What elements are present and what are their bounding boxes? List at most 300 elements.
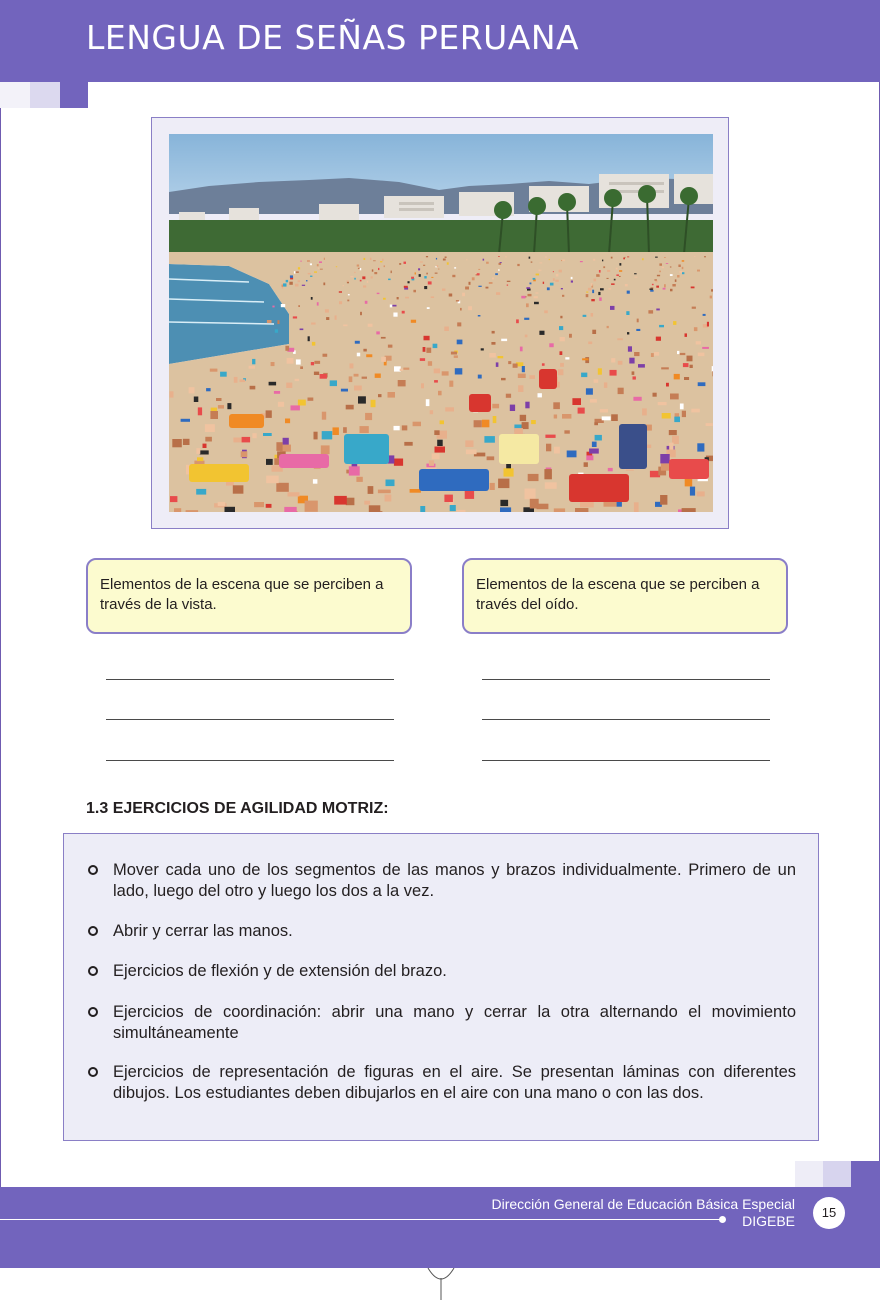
crowd-figure bbox=[534, 296, 538, 298]
crowd-figure bbox=[364, 501, 370, 505]
crowd-figure bbox=[431, 296, 434, 298]
crowd-figure bbox=[691, 409, 700, 413]
crowd-figure bbox=[456, 300, 459, 301]
crowd-figure bbox=[433, 344, 438, 348]
crowd-figure bbox=[540, 270, 541, 271]
crowd-figure bbox=[598, 368, 602, 374]
crowd-figure bbox=[347, 281, 349, 282]
crowd-figure bbox=[478, 269, 480, 270]
crowd-figure bbox=[431, 277, 433, 278]
crowd-figure bbox=[610, 370, 617, 376]
crowd-figure bbox=[354, 278, 356, 280]
crowd-figure bbox=[501, 378, 506, 380]
crowd-figure bbox=[526, 287, 530, 289]
exercise-text: Ejercicios de coordinación: abrir una mano y cerrar la otra alternando el movimiento simultáneamente bbox=[113, 1003, 796, 1042]
crowd-figure bbox=[619, 263, 621, 266]
crowd-figure bbox=[600, 288, 604, 290]
crowd-figure bbox=[300, 329, 304, 331]
crowd-figure bbox=[385, 495, 392, 502]
crowd-figure bbox=[638, 364, 645, 368]
crowd-figure bbox=[276, 442, 282, 451]
crowd-figure bbox=[651, 353, 654, 357]
crowd-figure bbox=[362, 276, 365, 279]
crowd-figure bbox=[697, 443, 704, 451]
crop-mark-icon bbox=[426, 1268, 456, 1300]
crowd-figure bbox=[543, 282, 544, 284]
crowd-figure bbox=[600, 409, 608, 412]
crowd-figure bbox=[440, 420, 444, 424]
crowd-figure bbox=[413, 422, 421, 427]
crowd-figure bbox=[442, 371, 449, 375]
beach-lounger bbox=[344, 434, 389, 464]
section-heading: 1.3 EJERCICIOS DE AGILIDAD MOTRIZ: bbox=[86, 800, 389, 817]
crowd-figure bbox=[478, 375, 482, 379]
crowd-figure bbox=[670, 274, 673, 276]
crowd-figure bbox=[533, 278, 536, 280]
crowd-figure bbox=[592, 442, 597, 447]
crowd-figure bbox=[266, 410, 272, 418]
crowd-figure bbox=[520, 347, 523, 352]
crowd-figure bbox=[377, 293, 380, 294]
crowd-figure bbox=[364, 258, 366, 260]
crowd-figure bbox=[498, 356, 504, 358]
crowd-figure bbox=[172, 439, 182, 447]
crowd-figure bbox=[339, 291, 342, 292]
crowd-figure bbox=[233, 485, 244, 493]
crowd-figure bbox=[447, 262, 449, 264]
crowd-figure bbox=[562, 295, 564, 297]
crowd-figure bbox=[281, 304, 285, 307]
crowd-figure bbox=[324, 258, 325, 260]
crowd-figure bbox=[370, 258, 372, 260]
crowd-figure bbox=[274, 391, 280, 394]
crowd-figure bbox=[443, 259, 446, 261]
crowd-figure bbox=[427, 307, 430, 309]
crowd-figure bbox=[694, 327, 698, 331]
crowd-figure bbox=[370, 511, 383, 512]
crowd-figure bbox=[183, 439, 190, 445]
crowd-figure bbox=[196, 448, 200, 454]
crowd-figure bbox=[602, 260, 603, 262]
crowd-figure bbox=[335, 315, 337, 319]
crowd-figure bbox=[432, 453, 440, 459]
crowd-figure bbox=[603, 266, 605, 268]
crowd-figure bbox=[625, 284, 628, 286]
crowd-figure bbox=[410, 489, 421, 493]
crowd-figure bbox=[378, 268, 379, 270]
crowd-figure bbox=[680, 404, 684, 410]
crowd-figure bbox=[619, 270, 622, 272]
crowd-figure bbox=[218, 502, 226, 506]
bullet-icon bbox=[88, 966, 98, 976]
crowd-figure bbox=[498, 269, 499, 271]
crowd-figure bbox=[677, 351, 679, 354]
crowd-figure bbox=[434, 380, 438, 383]
crowd-figure bbox=[682, 272, 684, 274]
crowd-figure bbox=[522, 366, 525, 372]
crowd-figure bbox=[318, 267, 320, 268]
crowd-figure bbox=[451, 352, 457, 355]
crowd-figure bbox=[683, 363, 689, 367]
crowd-figure bbox=[382, 259, 384, 261]
crowd-figure bbox=[437, 265, 439, 267]
crowd-figure bbox=[710, 296, 712, 299]
crowd-figure bbox=[619, 276, 621, 277]
crowd-figure bbox=[437, 440, 443, 446]
crowd-figure bbox=[544, 310, 548, 313]
crowd-figure bbox=[524, 318, 529, 320]
crowd-figure bbox=[241, 451, 248, 457]
crowd-figure bbox=[580, 501, 594, 507]
crowd-figure bbox=[276, 483, 289, 492]
crowd-figure bbox=[642, 258, 644, 260]
crowd-figure bbox=[363, 285, 366, 287]
crowd-figure bbox=[310, 263, 312, 265]
crowd-figure bbox=[438, 391, 442, 396]
crowd-figure bbox=[378, 394, 382, 397]
crowd-figure bbox=[525, 402, 529, 409]
crowd-figure bbox=[696, 341, 701, 344]
crowd-figure bbox=[518, 385, 523, 392]
crowd-figure bbox=[539, 270, 541, 272]
crowd-figure bbox=[298, 267, 300, 269]
crowd-figure bbox=[678, 265, 680, 268]
exercise-item bbox=[88, 921, 796, 942]
crowd-figure bbox=[489, 353, 496, 358]
crowd-figure bbox=[496, 292, 500, 295]
crowd-figure bbox=[216, 398, 222, 401]
crowd-figure bbox=[626, 311, 629, 315]
crowd-figure bbox=[380, 261, 382, 262]
crowd-figure bbox=[404, 286, 408, 288]
crowd-figure bbox=[558, 369, 564, 375]
crowd-figure bbox=[528, 294, 532, 296]
crowd-figure bbox=[205, 424, 215, 432]
crowd-figure bbox=[311, 323, 316, 325]
crowd-figure bbox=[333, 427, 339, 435]
crowd-figure bbox=[474, 420, 482, 427]
answer-line[interactable] bbox=[482, 719, 770, 720]
answer-line[interactable] bbox=[482, 760, 770, 761]
crowd-figure bbox=[381, 337, 386, 339]
crowd-figure bbox=[426, 399, 430, 406]
crowd-figure bbox=[354, 272, 355, 273]
crowd-figure bbox=[535, 292, 538, 293]
crowd-figure bbox=[313, 479, 318, 484]
crowd-figure bbox=[571, 277, 573, 279]
crowd-figure bbox=[491, 342, 495, 345]
crowd-figure bbox=[375, 374, 381, 378]
crowd-figure bbox=[301, 261, 302, 262]
crowd-figure bbox=[660, 454, 669, 463]
crowd-figure bbox=[391, 271, 392, 274]
header-title: LENGUA DE SEÑAS PERUANA bbox=[86, 18, 580, 57]
crowd-figure bbox=[652, 284, 654, 285]
crowd-figure bbox=[360, 426, 369, 433]
crowd-figure bbox=[198, 407, 202, 415]
crowd-figure bbox=[632, 371, 635, 375]
crowd-figure bbox=[655, 281, 657, 283]
crowd-figure bbox=[376, 331, 380, 334]
answer-line[interactable] bbox=[106, 719, 394, 720]
crowd-figure bbox=[583, 315, 587, 317]
crowd-figure bbox=[293, 316, 297, 318]
beach-lounger bbox=[279, 454, 329, 468]
crowd-figure bbox=[442, 289, 445, 291]
crowd-figure bbox=[386, 480, 395, 487]
crowd-figure bbox=[310, 276, 312, 277]
crowd-figure bbox=[462, 293, 465, 297]
crowd-figure bbox=[450, 505, 456, 511]
crowd-figure bbox=[586, 292, 588, 293]
crowd-figure bbox=[408, 281, 410, 283]
crowd-figure bbox=[520, 415, 526, 421]
crowd-figure bbox=[296, 271, 299, 273]
crowd-figure bbox=[500, 507, 511, 512]
crowd-figure bbox=[500, 262, 502, 263]
crowd-figure bbox=[218, 405, 224, 409]
answer-line[interactable] bbox=[106, 760, 394, 761]
crowd-figure bbox=[549, 343, 553, 347]
crowd-figure bbox=[513, 364, 518, 368]
answer-line[interactable] bbox=[106, 679, 394, 680]
crowd-figure bbox=[544, 469, 552, 479]
crowd-figure bbox=[298, 280, 301, 282]
crowd-figure bbox=[378, 490, 391, 494]
beach-lounger bbox=[539, 369, 557, 389]
crowd-figure bbox=[559, 326, 563, 330]
crowd-figure bbox=[286, 383, 292, 388]
crowd-figure bbox=[269, 382, 277, 386]
crowd-figure bbox=[475, 273, 476, 274]
crowd-figure bbox=[516, 319, 519, 323]
crowd-figure bbox=[444, 327, 449, 332]
crowd-figure bbox=[343, 285, 344, 286]
crowd-figure bbox=[365, 301, 368, 304]
crowd-figure bbox=[423, 265, 425, 266]
crowd-figure bbox=[636, 329, 640, 331]
crowd-figure bbox=[283, 438, 289, 445]
crowd-figure bbox=[306, 280, 308, 281]
crowd-figure bbox=[308, 273, 311, 275]
exercise-item bbox=[88, 961, 796, 982]
crowd-figure bbox=[434, 369, 440, 374]
crowd-figure bbox=[653, 393, 657, 397]
crowd-figure bbox=[560, 363, 564, 367]
bullet-icon bbox=[88, 1067, 98, 1077]
crowd-figure bbox=[170, 391, 174, 397]
crowd-figure bbox=[275, 329, 278, 333]
crowd-figure bbox=[604, 382, 607, 388]
crowd-figure bbox=[486, 287, 489, 289]
crowd-figure bbox=[507, 285, 508, 286]
crowd-figure bbox=[634, 352, 639, 356]
callout-sight bbox=[86, 558, 412, 634]
crowd-figure bbox=[394, 366, 401, 371]
bullet-icon bbox=[88, 865, 98, 875]
crowd-figure bbox=[435, 273, 438, 274]
crowd-figure bbox=[438, 269, 439, 270]
crowd-figure bbox=[635, 277, 638, 278]
crowd-figure bbox=[460, 308, 462, 311]
crowd-figure bbox=[298, 400, 306, 406]
crowd-figure bbox=[682, 267, 684, 269]
crowd-figure bbox=[602, 416, 611, 420]
crowd-figure bbox=[691, 287, 695, 289]
crowd-figure bbox=[392, 305, 397, 307]
crowd-figure bbox=[673, 321, 676, 325]
crowd-figure bbox=[358, 396, 366, 403]
crowd-figure bbox=[637, 319, 639, 323]
crowd-figure bbox=[586, 388, 593, 394]
crowd-figure bbox=[457, 340, 463, 345]
crowd-figure bbox=[436, 258, 437, 260]
crowd-figure bbox=[278, 402, 284, 407]
crowd-figure bbox=[690, 365, 693, 368]
crowd-figure bbox=[582, 358, 588, 360]
photo-frame bbox=[151, 117, 729, 529]
crowd-figure bbox=[314, 432, 318, 440]
crowd-figure bbox=[263, 433, 272, 436]
crowd-figure bbox=[368, 324, 373, 327]
bullet-icon bbox=[88, 926, 98, 936]
crowd-figure bbox=[194, 397, 199, 403]
crowd-figure bbox=[492, 278, 494, 280]
crowd-figure bbox=[591, 299, 595, 301]
crowd-figure bbox=[347, 300, 349, 302]
crowd-figure bbox=[538, 393, 542, 397]
crowd-figure bbox=[356, 477, 362, 482]
crowd-figure bbox=[522, 422, 529, 429]
crowd-figure bbox=[346, 405, 354, 410]
exercise-item bbox=[88, 1062, 796, 1104]
crowd-figure bbox=[531, 262, 533, 263]
footer-decor-square bbox=[795, 1161, 823, 1187]
crowd-figure bbox=[682, 260, 685, 262]
crowd-figure bbox=[295, 379, 300, 381]
crowd-figure bbox=[506, 394, 511, 398]
crowd-figure bbox=[713, 371, 714, 376]
bullet-icon bbox=[88, 1007, 98, 1017]
crowd-figure bbox=[452, 275, 455, 277]
crowd-figure bbox=[381, 357, 386, 362]
crowd-figure bbox=[368, 486, 374, 494]
crowd-figure bbox=[554, 447, 560, 454]
crowd-figure bbox=[314, 372, 319, 375]
crowd-figure bbox=[372, 269, 374, 271]
crowd-figure bbox=[560, 337, 565, 341]
crowd-figure bbox=[314, 271, 317, 272]
crowd-figure bbox=[664, 284, 666, 287]
crowd-figure bbox=[354, 386, 362, 391]
crowd-figure bbox=[200, 450, 209, 454]
crowd-figure bbox=[348, 294, 350, 295]
crowd-figure bbox=[254, 502, 264, 507]
crowd-figure bbox=[415, 272, 416, 274]
crowd-figure bbox=[670, 289, 673, 292]
crowd-figure bbox=[489, 282, 493, 284]
beach-lounger bbox=[189, 464, 249, 482]
crowd-figure bbox=[189, 387, 195, 393]
crowd-figure bbox=[608, 288, 611, 290]
crowd-figure bbox=[307, 260, 310, 262]
crowd-figure bbox=[424, 336, 430, 341]
crowd-figure bbox=[374, 272, 377, 274]
crowd-figure bbox=[289, 282, 292, 285]
crowd-figure bbox=[411, 320, 416, 323]
crowd-figure bbox=[290, 275, 293, 277]
crowd-figure bbox=[288, 492, 300, 496]
crowd-figure bbox=[496, 362, 499, 367]
crowd-figure bbox=[357, 353, 360, 357]
crowd-figure bbox=[569, 334, 572, 338]
crowd-figure bbox=[454, 355, 458, 358]
crowd-figure bbox=[311, 297, 313, 300]
crowd-figure bbox=[317, 264, 319, 266]
crowd-figure bbox=[670, 394, 679, 400]
crowd-figure bbox=[692, 307, 696, 309]
crowd-figure bbox=[562, 414, 571, 419]
crowd-figure bbox=[210, 411, 218, 419]
crowd-figure bbox=[549, 259, 550, 260]
crowd-figure bbox=[383, 298, 386, 300]
crowd-figure bbox=[319, 261, 322, 263]
page-header bbox=[0, 0, 880, 82]
crowd-figure bbox=[393, 313, 397, 317]
crowd-figure bbox=[712, 366, 713, 372]
crowd-figure bbox=[282, 285, 284, 287]
crowd-figure bbox=[388, 279, 391, 281]
crowd-figure bbox=[586, 455, 593, 460]
answer-line[interactable] bbox=[482, 679, 770, 680]
crowd-figure bbox=[394, 426, 400, 430]
crowd-figure bbox=[371, 276, 373, 278]
crowd-figure bbox=[277, 320, 279, 324]
crowd-figure bbox=[311, 362, 314, 365]
crowd-figure bbox=[322, 412, 326, 420]
crowd-figure bbox=[649, 289, 653, 290]
crowd-figure bbox=[627, 291, 630, 294]
crowd-figure bbox=[357, 265, 359, 267]
crowd-figure bbox=[298, 305, 300, 307]
crowd-figure bbox=[594, 379, 599, 383]
crowd-figure bbox=[618, 388, 624, 394]
crowd-figure bbox=[589, 449, 599, 454]
crowd-figure bbox=[675, 279, 677, 282]
crowd-figure bbox=[669, 443, 673, 451]
crowd-figure bbox=[308, 398, 314, 401]
crowd-figure bbox=[317, 302, 319, 305]
crowd-figure bbox=[540, 262, 543, 263]
crowd-figure bbox=[604, 501, 617, 507]
crowd-figure bbox=[616, 274, 619, 276]
crowd-figure bbox=[249, 366, 255, 369]
crowd-figure bbox=[537, 504, 549, 510]
crowd-figure bbox=[592, 330, 596, 334]
crowd-figure bbox=[500, 500, 508, 506]
crowd-figure bbox=[363, 349, 366, 352]
crowd-figure bbox=[468, 306, 472, 310]
beach-lounger bbox=[419, 469, 489, 491]
crowd-figure bbox=[388, 345, 393, 348]
crowd-figure bbox=[553, 278, 555, 281]
crowd-figure bbox=[390, 305, 393, 308]
crowd-figure bbox=[477, 273, 480, 275]
crowd-figure bbox=[472, 277, 475, 280]
crowd-figure bbox=[674, 417, 680, 423]
crowd-figure bbox=[242, 437, 251, 443]
crowd-figure bbox=[654, 352, 659, 356]
